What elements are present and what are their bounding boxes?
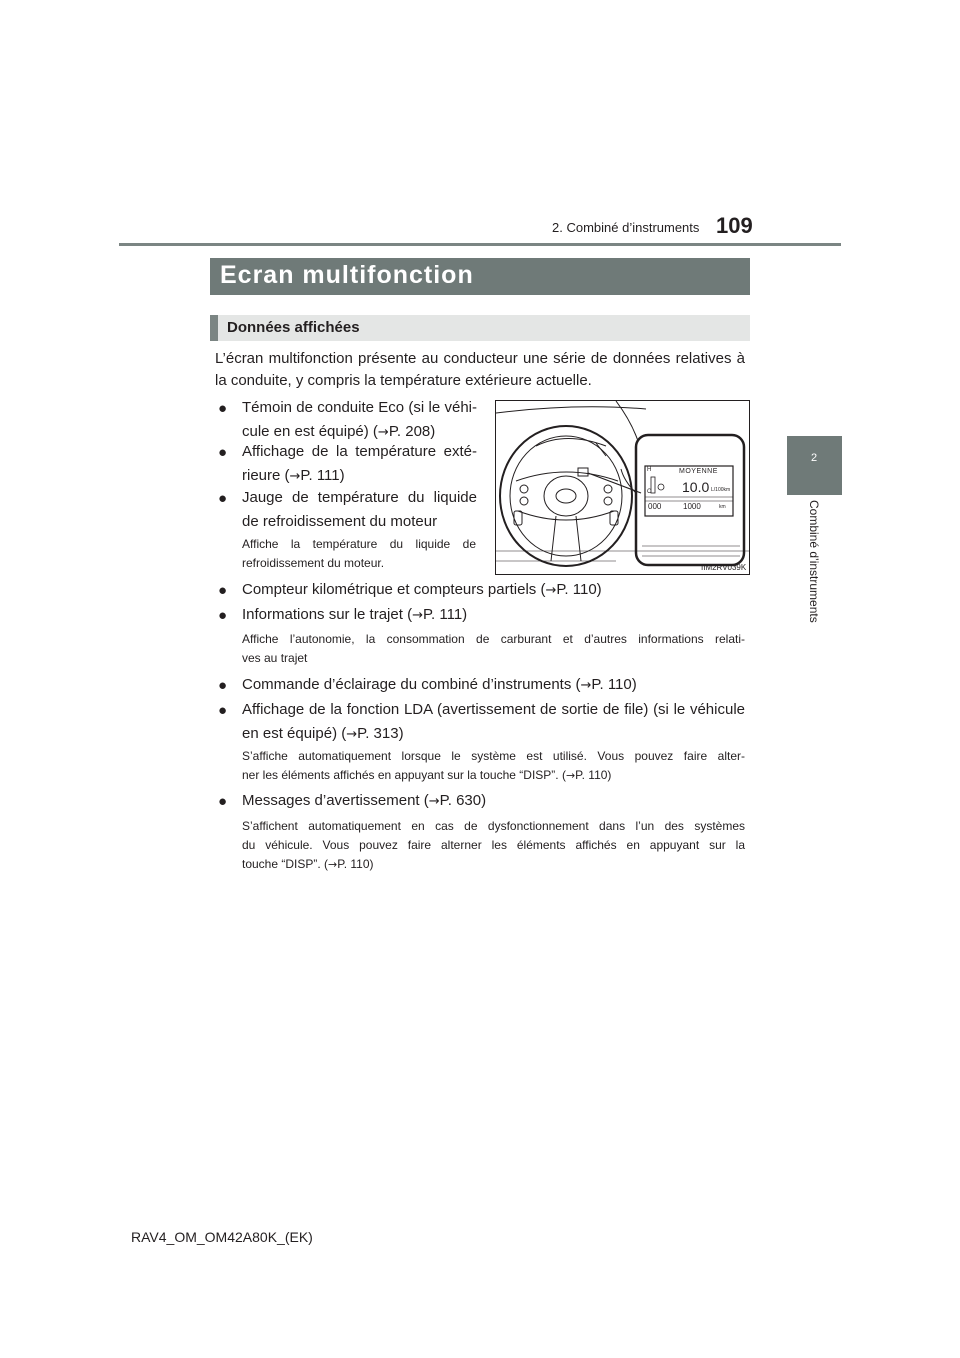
list-item: [215, 603, 750, 627]
note-line: S’affiche automatiquement lorsque le système est utilisé. Vous pouvez faire alter-: [242, 749, 745, 763]
arrow-icon: →: [377, 425, 389, 440]
page-reference: P. 630): [439, 792, 487, 809]
display-unit: L/100km: [711, 487, 731, 493]
list-item-line: Témoin de conduite Eco (si le véhi-: [242, 399, 477, 416]
arrow-icon: →: [580, 678, 592, 693]
bullet-dot: ●: [218, 607, 228, 624]
subsection-title: Données affichées: [227, 319, 360, 336]
chapter-tab-label-area: [787, 500, 842, 636]
note-line: ner les éléments affichés en appuyant sur la touche “DISP”. (: [242, 768, 566, 782]
subsection-accent: [210, 315, 218, 341]
list-item: [215, 486, 477, 534]
note-line: du véhicule. Vous pouvez faire alterner les éléments affichés en appuyant sur la: [242, 838, 745, 852]
page-reference: P. 111): [300, 467, 345, 484]
bullet-dot: ●: [218, 793, 228, 810]
page-reference: P. 111): [422, 606, 468, 623]
note-line: S’affichent automatiquement en cas de dysfonctionnement dans l’un des systèmes: [242, 819, 745, 833]
bullet-dot: ●: [218, 582, 228, 599]
note: [242, 817, 745, 874]
bullet-dot: ●: [218, 702, 228, 719]
temp-high-label: H: [647, 467, 652, 473]
temp-low-label: C: [647, 489, 652, 495]
list-item: [215, 789, 750, 813]
odometer-value: 000: [648, 502, 662, 511]
list-item-line: Affichage de la température exté-: [242, 443, 477, 460]
list-item-text: Compteur kilométrique et compteurs partiels (: [242, 581, 546, 598]
page-reference: P. 110): [575, 768, 612, 782]
list-item-line: en est équipé) (: [242, 725, 347, 742]
page-reference: P. 110): [337, 857, 374, 871]
note-line: Affiche l’autonomie, la consommation de carburant et d’autres informations relati-: [242, 632, 745, 646]
arrow-icon: →: [346, 727, 358, 742]
note-line: touche “DISP”. (: [242, 857, 329, 871]
list-item-line: Jauge de température du liquide: [242, 489, 477, 506]
header-rule: [119, 243, 841, 246]
list-item: [215, 578, 750, 602]
bullet-dot: ●: [218, 444, 228, 461]
list-item-line: de refroidissement du moteur: [242, 513, 438, 530]
page-reference: P. 208): [388, 423, 436, 440]
note-line: Affiche la température du liquide de: [242, 537, 476, 551]
list-item-text: Commande d’éclairage du combiné d’instruments (: [242, 676, 581, 693]
display-mode-label: MOYENNE: [679, 468, 718, 475]
intro-paragraph: L’écran multifonction présente au conducteur une série de données relatives à la conduite, y compris la température extérieure actuelle.: [215, 350, 745, 389]
list-item-line: rieure (: [242, 467, 290, 484]
list-item: [215, 698, 750, 746]
bullet-dot: ●: [218, 400, 228, 417]
display-value: 10.0: [682, 479, 710, 495]
section-title-bar: [210, 258, 750, 295]
note: [242, 630, 745, 668]
page-reference: P. 313): [357, 725, 404, 742]
subsection-bar: [210, 315, 750, 341]
chapter-tab-label: Combiné d’instruments: [807, 500, 821, 623]
page-reference: P. 110): [591, 676, 637, 693]
list-item: [215, 673, 750, 697]
figure-code: IIM2RV039K: [701, 563, 747, 572]
chapter-heading: 2. Combiné d’instruments: [552, 220, 700, 235]
list-item: [215, 396, 477, 444]
chapter-tab-number: 2: [811, 452, 818, 464]
list-item-line: Affichage de la fonction LDA (avertissement de sortie de file) (si le véhicule: [242, 701, 745, 718]
list-item-text: Messages d’avertissement (: [242, 792, 429, 809]
note-line: ves au trajet: [242, 651, 308, 665]
list-item: [215, 440, 477, 488]
note: [242, 747, 745, 785]
list-item-text: Informations sur le trajet (: [242, 606, 413, 623]
section-title: Ecran multifonction: [220, 261, 474, 289]
arrow-icon: →: [565, 769, 576, 782]
arrow-icon: →: [328, 858, 338, 871]
arrow-icon: →: [545, 583, 557, 598]
document-code: RAV4_OM_OM42A80K_(EK): [131, 1229, 313, 1245]
page-number: 109: [716, 213, 753, 238]
list-item-line: cule en est équipé) (: [242, 423, 378, 440]
note: [242, 535, 476, 573]
note-line: refroidissement du moteur.: [242, 556, 385, 570]
instrument-cluster-illustration: [495, 400, 750, 575]
bullet-dot: ●: [218, 677, 228, 694]
arrow-icon: →: [289, 469, 301, 484]
arrow-icon: →: [428, 794, 440, 809]
chapter-tab: [787, 436, 842, 495]
arrow-icon: →: [412, 608, 423, 623]
trip-value: 1000: [683, 502, 701, 511]
page-reference: P. 110): [556, 581, 602, 598]
bullet-dot: ●: [218, 490, 228, 507]
trip-unit: km: [719, 504, 726, 510]
